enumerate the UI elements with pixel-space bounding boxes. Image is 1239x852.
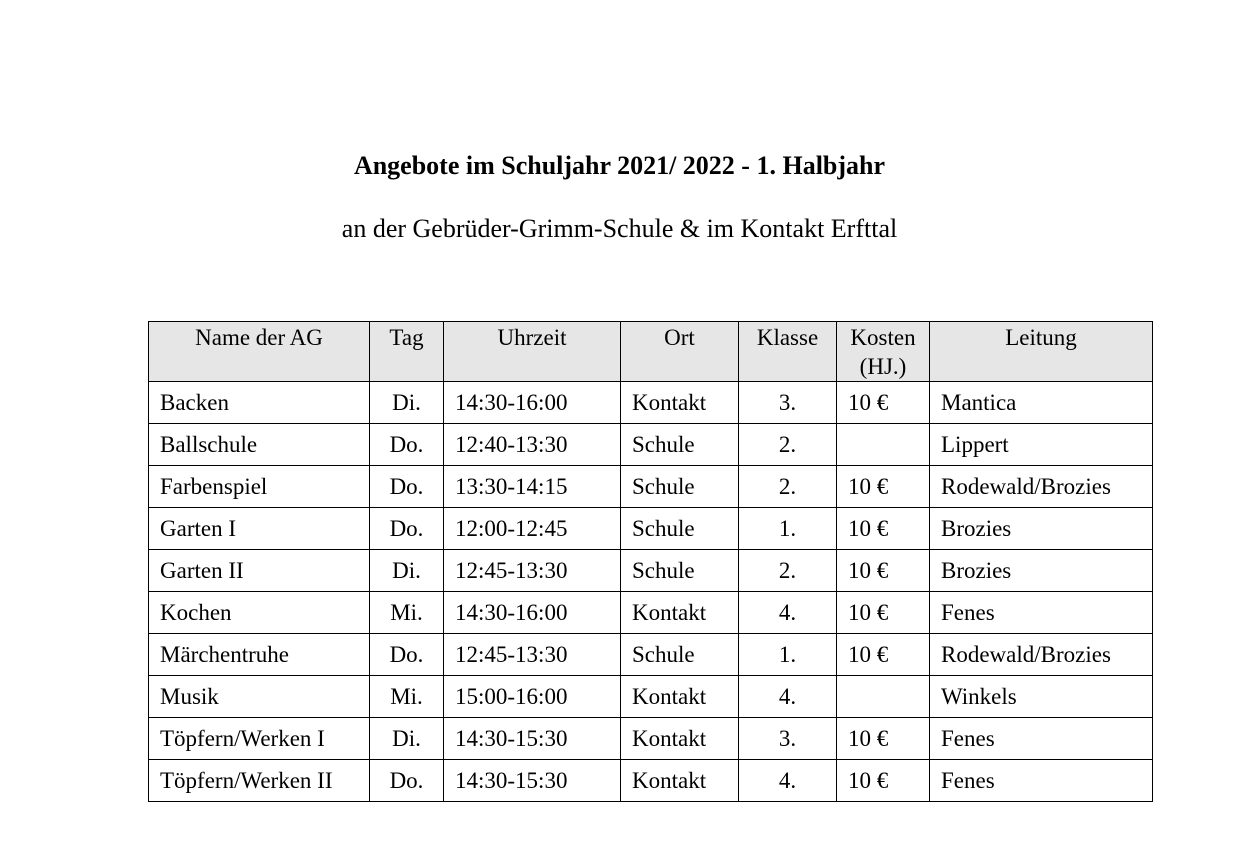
cell-uhrzeit: 14:30-15:30 xyxy=(444,718,621,760)
cell-klasse: 2. xyxy=(739,550,837,592)
cell-name: Töpfern/Werken II xyxy=(149,760,370,802)
cell-klasse: 1. xyxy=(739,508,837,550)
cell-kosten: 10 € xyxy=(837,592,930,634)
cell-kosten xyxy=(837,424,930,466)
cell-uhrzeit: 12:40-13:30 xyxy=(444,424,621,466)
cell-klasse: 1. xyxy=(739,634,837,676)
cell-ort: Kontakt xyxy=(621,382,739,424)
header-klasse: Klasse xyxy=(739,322,837,382)
cell-name: Backen xyxy=(149,382,370,424)
cell-ort: Kontakt xyxy=(621,718,739,760)
cell-uhrzeit: 14:30-16:00 xyxy=(444,382,621,424)
cell-klasse: 3. xyxy=(739,382,837,424)
cell-uhrzeit: 14:30-15:30 xyxy=(444,760,621,802)
cell-ort: Schule xyxy=(621,550,739,592)
cell-tag: Do. xyxy=(370,760,444,802)
cell-uhrzeit: 14:30-16:00 xyxy=(444,592,621,634)
cell-kosten: 10 € xyxy=(837,550,930,592)
cell-name: Märchentruhe xyxy=(149,634,370,676)
ag-table xyxy=(148,321,1153,802)
cell-kosten: 10 € xyxy=(837,718,930,760)
table-row xyxy=(149,634,1153,676)
table-row xyxy=(149,466,1153,508)
cell-kosten: 10 € xyxy=(837,760,930,802)
cell-name: Musik xyxy=(149,676,370,718)
table-row xyxy=(149,550,1153,592)
cell-name: Kochen xyxy=(149,592,370,634)
cell-klasse: 4. xyxy=(739,760,837,802)
cell-uhrzeit: 13:30-14:15 xyxy=(444,466,621,508)
page-subtitle: an der Gebrüder-Grimm-Schule & im Kontakt Erfttal xyxy=(341,214,898,243)
cell-ort: Schule xyxy=(621,634,739,676)
table-row xyxy=(149,382,1153,424)
cell-kosten: 10 € xyxy=(837,634,930,676)
cell-ort: Kontakt xyxy=(621,592,739,634)
cell-uhrzeit: 12:00-12:45 xyxy=(444,508,621,550)
cell-name: Töpfern/Werken I xyxy=(149,718,370,760)
cell-uhrzeit: 15:00-16:00 xyxy=(444,676,621,718)
table-row xyxy=(149,676,1153,718)
table-row xyxy=(149,424,1153,466)
cell-kosten xyxy=(837,676,930,718)
cell-leitung: Fenes xyxy=(930,718,1153,760)
cell-tag: Mi. xyxy=(370,676,444,718)
cell-tag: Do. xyxy=(370,634,444,676)
cell-name: Garten II xyxy=(149,550,370,592)
cell-tag: Mi. xyxy=(370,592,444,634)
table-row xyxy=(149,718,1153,760)
cell-uhrzeit: 12:45-13:30 xyxy=(444,634,621,676)
cell-ort: Kontakt xyxy=(621,760,739,802)
cell-leitung: Lippert xyxy=(930,424,1153,466)
cell-leitung: Rodewald/Brozies xyxy=(930,634,1153,676)
header-tag: Tag xyxy=(370,322,444,382)
cell-tag: Di. xyxy=(370,382,444,424)
cell-tag: Do. xyxy=(370,508,444,550)
cell-leitung: Mantica xyxy=(930,382,1153,424)
cell-name: Ballschule xyxy=(149,424,370,466)
cell-leitung: Brozies xyxy=(930,550,1153,592)
cell-klasse: 3. xyxy=(739,718,837,760)
cell-uhrzeit: 12:45-13:30 xyxy=(444,550,621,592)
table-row xyxy=(149,592,1153,634)
cell-klasse: 4. xyxy=(739,676,837,718)
cell-tag: Di. xyxy=(370,718,444,760)
cell-ort: Schule xyxy=(621,466,739,508)
header-uhrzeit: Uhrzeit xyxy=(444,322,621,382)
cell-name: Farbenspiel xyxy=(149,466,370,508)
cell-tag: Do. xyxy=(370,466,444,508)
cell-ort: Schule xyxy=(621,424,739,466)
cell-klasse: 2. xyxy=(739,424,837,466)
cell-kosten: 10 € xyxy=(837,382,930,424)
table-header-row xyxy=(149,322,1153,382)
cell-ort: Kontakt xyxy=(621,676,739,718)
table-body xyxy=(149,382,1153,802)
cell-leitung: Rodewald/Brozies xyxy=(930,466,1153,508)
cell-ort: Schule xyxy=(621,508,739,550)
header-kosten: Kosten (HJ.) xyxy=(837,322,930,382)
cell-klasse: 4. xyxy=(739,592,837,634)
page-title: Angebote im Schuljahr 2021/ 2022 - 1. Halbjahr xyxy=(353,151,886,180)
header-name: Name der AG xyxy=(149,322,370,382)
cell-leitung: Winkels xyxy=(930,676,1153,718)
cell-kosten: 10 € xyxy=(837,466,930,508)
cell-klasse: 2. xyxy=(739,466,837,508)
table-row xyxy=(149,760,1153,802)
cell-leitung: Fenes xyxy=(930,592,1153,634)
cell-tag: Di. xyxy=(370,550,444,592)
header-ort: Ort xyxy=(621,322,739,382)
cell-kosten: 10 € xyxy=(837,508,930,550)
cell-leitung: Fenes xyxy=(930,760,1153,802)
cell-name: Garten I xyxy=(149,508,370,550)
header-leitung: Leitung xyxy=(930,322,1153,382)
table-row xyxy=(149,508,1153,550)
cell-tag: Do. xyxy=(370,424,444,466)
cell-leitung: Brozies xyxy=(930,508,1153,550)
